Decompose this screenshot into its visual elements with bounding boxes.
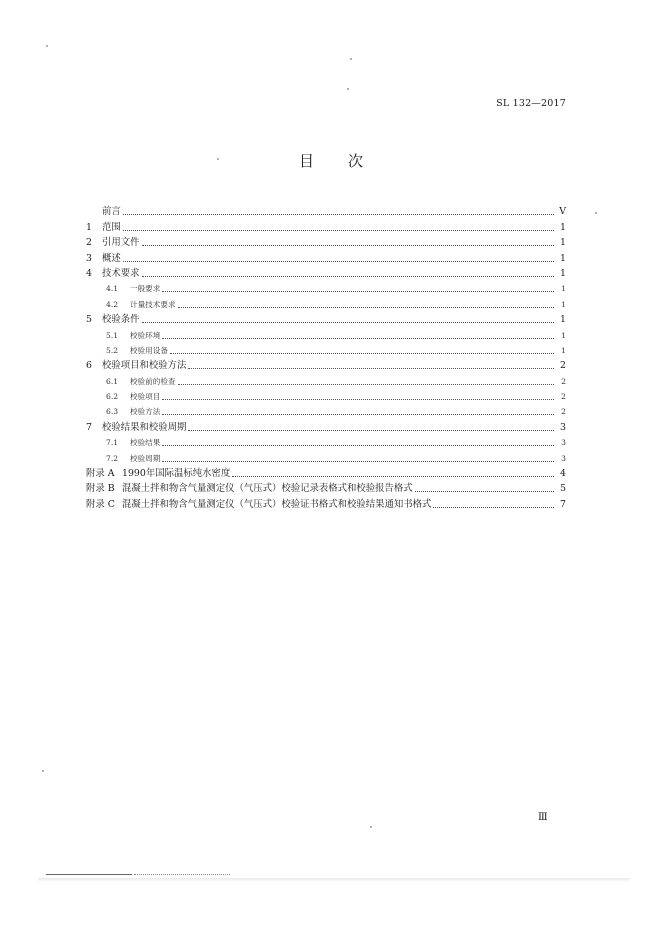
toc-entry-page: 1 <box>561 299 566 309</box>
toc-entry-page: 7 <box>560 498 566 510</box>
toc-entry-number: 附录 C <box>86 498 115 510</box>
page-number: Ⅲ <box>538 812 548 823</box>
toc-entry <box>86 371 566 386</box>
toc-entry-number: 2 <box>86 237 92 249</box>
toc-entry <box>86 356 566 371</box>
toc-entry-number: 5.2 <box>106 345 119 355</box>
toc-entry-number: 7 <box>86 421 92 433</box>
toc-entry-title: 校验环境 <box>130 330 161 340</box>
toc-leader-dots <box>188 430 554 431</box>
toc-entry-number: 附录 B <box>86 483 115 495</box>
toc-entry <box>86 417 566 432</box>
toc-entry <box>86 202 566 217</box>
toc-leader-dots <box>178 307 554 308</box>
toc-entry-number: 附录 A <box>86 468 115 480</box>
toc-entry-title: 校验项目 <box>130 392 161 402</box>
toc-leader-dots <box>162 338 554 339</box>
toc-entry-title: 计量技术要求 <box>130 299 176 309</box>
toc-entry-page: 1 <box>561 284 566 294</box>
toc-entry-page: 1 <box>561 330 566 340</box>
toc-leader-dots <box>162 291 554 292</box>
toc-leader-dots <box>170 353 554 354</box>
toc-entry-number: 6 <box>86 360 92 372</box>
toc-leader-dots <box>162 445 554 446</box>
toc-entry-page: 1 <box>561 345 566 355</box>
toc-entry <box>86 479 566 494</box>
toc-entry-page: 2 <box>561 407 566 417</box>
toc-entry-title: 校验周期 <box>130 453 161 463</box>
page-edge-shadow <box>38 878 630 882</box>
scan-speck <box>217 158 219 160</box>
toc-leader-dots <box>123 230 554 231</box>
toc-entry-page: V <box>559 206 566 218</box>
toc-leader-dots <box>162 461 554 462</box>
toc-entry-title: 引用文件 <box>102 237 140 249</box>
toc-entry-page: 4 <box>560 468 566 480</box>
toc-entry-page: 1 <box>560 221 566 233</box>
toc-entry-number: 5 <box>86 314 92 326</box>
toc-entry-title: 技术要求 <box>102 267 140 279</box>
toc-entry-page: 2 <box>561 376 566 386</box>
toc-leader-dots <box>415 491 554 492</box>
standard-number: SL 132—2017 <box>496 98 566 109</box>
toc-entry-number: 4.1 <box>106 284 119 294</box>
toc-leader-dots <box>188 368 554 369</box>
toc-entry-number: 4.2 <box>106 299 119 309</box>
toc-entry-number: 5.1 <box>106 330 119 340</box>
toc-entry-title: 一般要求 <box>130 284 161 294</box>
toc-entry-title: 校验方法 <box>130 407 161 417</box>
toc-entry-page: 1 <box>560 267 566 279</box>
toc-entry-title: 校验前的检查 <box>130 376 176 386</box>
toc-entry-title: 1990年国际温标纯水密度 <box>122 468 231 480</box>
toc-entry-number: 4 <box>86 267 92 279</box>
toc-leader-dots <box>123 261 554 262</box>
footer-rule-dotted <box>134 874 230 876</box>
toc-entry-number: 6.3 <box>106 407 119 417</box>
toc-leader-dots <box>433 507 554 508</box>
toc-entry-title: 校验项目和校验方法 <box>102 360 187 372</box>
toc-entry-page: 3 <box>560 421 566 433</box>
toc-entry-number: 7.1 <box>106 438 119 448</box>
toc-entry-page: 1 <box>560 314 566 326</box>
toc-entry-title: 校验条件 <box>102 314 140 326</box>
toc-entry <box>86 402 566 417</box>
toc-entry-page: 2 <box>561 392 566 402</box>
toc-entry <box>86 325 566 340</box>
toc-leader-dots <box>162 414 554 415</box>
toc-entry <box>86 310 566 325</box>
toc-entry-page: 2 <box>560 360 566 372</box>
toc-leader-dots <box>142 245 554 246</box>
toc-leader-dots <box>162 399 554 400</box>
toc-entry-page: 1 <box>560 252 566 264</box>
toc-entry-number: 6.2 <box>106 392 119 402</box>
toc-entry-title: 混凝土拌和物含气量测定仪（气压式）校验证书格式和校验结果通知书格式 <box>122 498 432 510</box>
scan-speck <box>595 212 597 214</box>
toc-leader-dots <box>142 276 554 277</box>
toc-entry-title: 混凝土拌和物含气量测定仪（气压式）校验记录表格式和校验报告格式 <box>122 483 413 495</box>
toc-leader-dots <box>142 322 554 323</box>
toc-leader-dots <box>232 476 554 477</box>
toc-entry-page: 5 <box>560 483 566 495</box>
toc-entry-title: 概述 <box>102 252 121 264</box>
toc-leader-dots <box>178 384 554 385</box>
scan-speck <box>370 826 372 828</box>
toc-entry <box>86 387 566 402</box>
toc-entry-page: 3 <box>561 453 566 463</box>
footer-rule <box>46 874 132 875</box>
scan-speck <box>46 45 48 47</box>
toc-entry <box>86 433 566 448</box>
toc-entry-page: 1 <box>560 237 566 249</box>
toc-entry-title: 校验结果和校验周期 <box>102 421 187 433</box>
toc-entry <box>86 494 566 509</box>
toc-leader-dots <box>123 214 554 215</box>
toc-entry <box>86 464 566 479</box>
toc-entry <box>86 448 566 463</box>
toc-entry <box>86 294 566 309</box>
table-of-contents <box>86 202 566 510</box>
toc-entry <box>86 233 566 248</box>
toc-entry-title: 校验结果 <box>130 438 161 448</box>
toc-entry <box>86 248 566 263</box>
page-title: 目次 <box>298 152 397 170</box>
toc-entry-title: 前言 <box>102 206 121 218</box>
toc-entry <box>86 264 566 279</box>
scan-speck <box>347 88 349 90</box>
toc-entry-number: 7.2 <box>106 453 119 463</box>
toc-entry-number: 6.1 <box>106 376 119 386</box>
scan-speck <box>350 58 352 60</box>
toc-entry-title: 校验用设备 <box>130 345 168 355</box>
toc-entry <box>86 341 566 356</box>
toc-entry-number: 1 <box>86 221 92 233</box>
toc-entry-title: 范围 <box>102 221 121 233</box>
toc-entry <box>86 279 566 294</box>
scan-speck <box>42 770 44 772</box>
toc-entry-number: 3 <box>86 252 92 264</box>
toc-entry <box>86 217 566 232</box>
toc-entry-page: 3 <box>561 438 566 448</box>
